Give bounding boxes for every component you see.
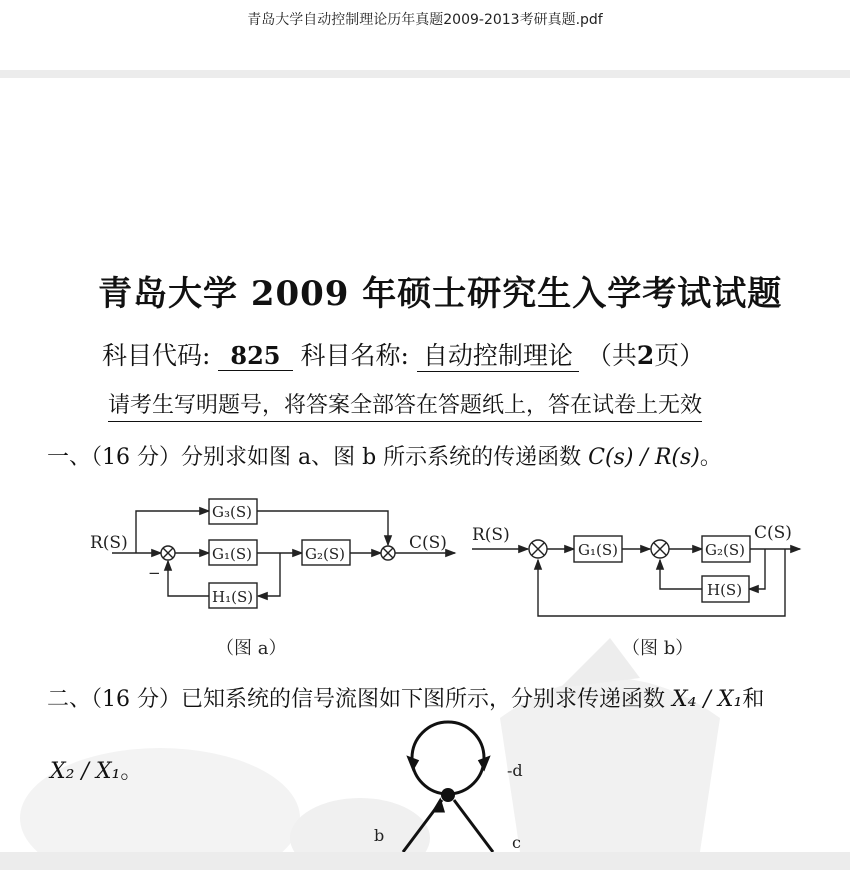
question-1-text: 一、（16 分）分别求如图 a、图 b 所示系统的传递函数 <box>47 445 582 470</box>
figure-a-block-g3: G₃(S) <box>212 503 252 521</box>
figure-b-block-g1: G₁(S) <box>578 541 618 559</box>
figure-a-input: R(S) <box>90 533 128 553</box>
figure-a-block-g2: G₂(S) <box>305 545 345 563</box>
question-2-formula-2: X₂ / X₁ <box>50 759 121 784</box>
question-2-end: 。 <box>120 759 143 784</box>
page-separator-bottom <box>0 852 850 870</box>
question-1-formula: C(s) / R(s) <box>588 445 700 470</box>
figure-a-caption: （图 a） <box>216 638 287 659</box>
figure-b-block-h: H(S) <box>707 581 743 599</box>
signal-flow-gain-d: -d <box>507 761 523 780</box>
pages-count: 2 <box>636 341 655 370</box>
page-separator-top <box>0 70 850 78</box>
figure-a-block-g1: G₁(S) <box>212 545 252 563</box>
signal-flow-graph <box>403 722 493 852</box>
document-title: 青岛大学自动控制理论历年真题2009-2013考研真题.pdf <box>247 12 603 28</box>
signal-flow-gain-b: b <box>374 826 385 845</box>
subject-code-label: 科目代码: <box>102 341 211 370</box>
subject-name-label: 科目名称: <box>300 341 409 370</box>
question-1-end: 。 <box>699 445 722 470</box>
subject-code: 825 <box>218 342 292 371</box>
question-2 <box>47 682 764 713</box>
pages-prefix: （共 <box>586 341 637 370</box>
figure-a-minus-sign: − <box>148 564 161 582</box>
figure-b-input: R(S) <box>472 525 510 545</box>
subject-name: 自动控制理论 <box>417 342 579 372</box>
figure-a-output: C(S) <box>409 533 447 553</box>
figure-a <box>112 499 455 608</box>
figure-b-block-g2: G₂(S) <box>705 541 745 559</box>
exam-heading: 青岛大学 2009 年硕士研究生入学考试试题 <box>98 274 783 314</box>
question-2-formula: X₄ / X₁ <box>672 687 743 712</box>
figure-a-block-h1: H₁(S) <box>212 588 254 606</box>
pdf-page <box>0 78 850 852</box>
question-2-text: 二、（16 分）已知系统的信号流图如下图所示，分别求传递函数 <box>47 687 665 712</box>
signal-flow-gain-c: c <box>512 833 521 852</box>
figures <box>0 78 850 852</box>
question-2-tail: 和 <box>742 687 765 712</box>
figure-b-output: C(S) <box>754 523 792 543</box>
exam-notice: 请考生写明题号，将答案全部答在答题纸上，答在试卷上无效 <box>108 392 702 422</box>
question-2-continued <box>50 754 142 785</box>
figure-b-caption: （图 b） <box>622 638 694 659</box>
pages-suffix: 页） <box>654 341 705 370</box>
figure-b <box>472 536 800 616</box>
